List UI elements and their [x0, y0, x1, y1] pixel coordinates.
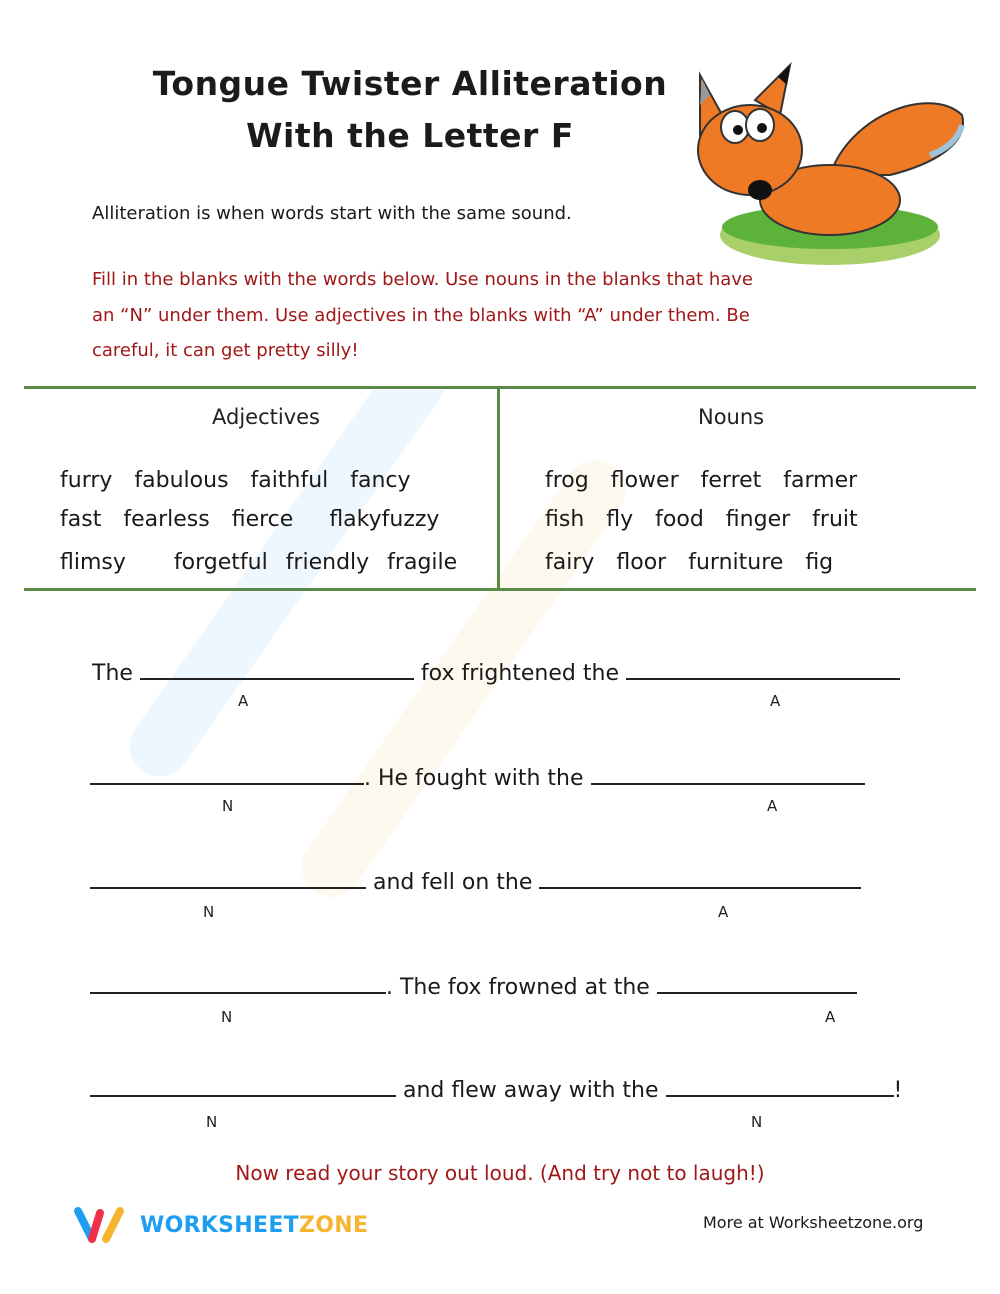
logo-text-part1: WORKSHEET [140, 1212, 299, 1238]
adjective-word: friendly [285, 550, 370, 575]
blank-noun-4[interactable] [90, 1073, 396, 1097]
instructions-text: Fill in the blanks with the words below. Use nouns in the blanks that have an “N” under them. Use adjectives in the blanks with “A” under them. Be careful, it can get pretty silly! [92, 269, 753, 361]
story-text: The [92, 661, 133, 686]
adjective-word: fabulous [134, 468, 229, 493]
story-text: . He fought with the [364, 766, 584, 791]
story-text: and flew away with the [403, 1078, 659, 1103]
noun-word: farmer [783, 468, 858, 493]
noun-word: food [655, 507, 704, 532]
adjective-word: flakyfuzzy [329, 507, 440, 532]
blank-type-marker: N [206, 1113, 218, 1131]
noun-word: fruit [812, 507, 858, 532]
logo-text [140, 1213, 368, 1238]
page-title [140, 58, 680, 162]
adjective-word: fragile [387, 550, 458, 575]
noun-word: fish [545, 507, 585, 532]
blank-adjective-2[interactable] [626, 656, 900, 680]
noun-word: finger [725, 507, 791, 532]
blank-adjective-3[interactable] [591, 761, 865, 785]
story-text: and fell on the [373, 870, 533, 895]
blank-noun-2[interactable] [90, 865, 366, 889]
story-line-2 [90, 761, 865, 791]
blank-type-marker: N [751, 1113, 763, 1131]
blank-type-marker: A [767, 797, 778, 815]
noun-word: floor [616, 550, 667, 575]
adjective-word: fearless [123, 507, 210, 532]
blank-type-marker: N [221, 1008, 233, 1026]
adjective-word: faithful [250, 468, 329, 493]
blank-type-marker: N [222, 797, 234, 815]
fox-illustration [680, 55, 970, 270]
noun-word: fig [805, 550, 834, 575]
noun-word: furniture [688, 550, 784, 575]
blank-type-marker: A [770, 692, 781, 710]
story-line-1 [92, 656, 900, 686]
noun-word: frog [545, 468, 589, 493]
adjective-word: fast [60, 507, 102, 532]
story-text: . The fox frowned at the [386, 975, 650, 1000]
adjective-word: fancy [350, 468, 411, 493]
noun-word: ferret [700, 468, 762, 493]
story-line-3 [90, 865, 861, 895]
nouns-heading: Nouns [698, 405, 765, 429]
intro-text: Alliteration is when words start with the same sound. [92, 203, 572, 224]
story-text: ! [893, 1078, 903, 1103]
top-divider [24, 386, 976, 389]
blank-noun-5[interactable] [666, 1073, 894, 1097]
blank-noun-1[interactable] [90, 761, 364, 785]
w-logo-icon [72, 1205, 128, 1245]
adjective-word: fierce [231, 507, 294, 532]
column-divider [497, 389, 500, 591]
title-line-1: Tongue Twister Alliteration [152, 64, 668, 103]
bottom-divider [24, 588, 976, 591]
more-link[interactable]: More at Worksheetzone.org [703, 1213, 924, 1232]
adjective-row-3 [46, 525, 479, 575]
title-line-2: With the Letter F [246, 116, 574, 155]
blank-noun-3[interactable] [90, 970, 386, 994]
blank-type-marker: A [718, 903, 729, 921]
blank-adjective-1[interactable] [140, 656, 414, 680]
adjective-word: forgetful [173, 550, 268, 575]
blank-adjective-5[interactable] [657, 970, 857, 994]
noun-word: fairy [545, 550, 595, 575]
blank-adjective-4[interactable] [539, 865, 861, 889]
noun-row-3 [531, 525, 855, 575]
noun-word: flower [610, 468, 679, 493]
story-line-5 [90, 1073, 902, 1103]
blank-type-marker: N [203, 903, 215, 921]
adjective-word: furry [60, 468, 113, 493]
noun-word: fly [606, 507, 634, 532]
blank-type-marker: A [238, 692, 249, 710]
adjective-word: flimsy [60, 550, 126, 575]
adjectives-heading: Adjectives [212, 405, 320, 429]
worksheetzone-logo[interactable] [72, 1205, 368, 1245]
blank-type-marker: A [825, 1008, 836, 1026]
story-line-4 [90, 970, 857, 1000]
logo-text-part2: ZONE [298, 1212, 369, 1238]
closing-text: Now read your story out loud. (And try not to laugh!) [235, 1161, 765, 1185]
story-text: fox frightened the [420, 661, 619, 686]
